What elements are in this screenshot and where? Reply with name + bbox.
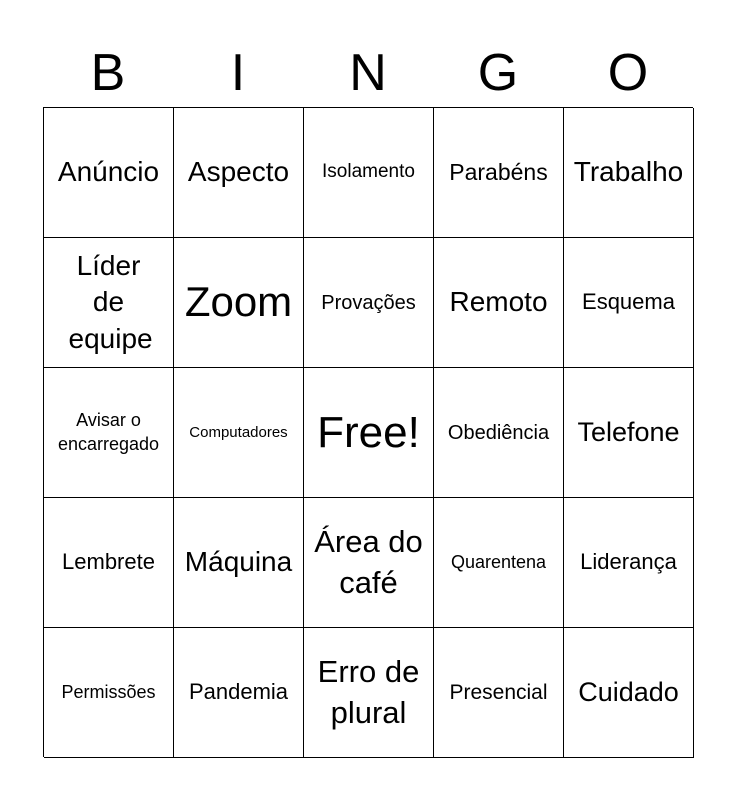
bingo-cell-label: Free! [317, 407, 420, 457]
bingo-cell[interactable] [434, 238, 564, 368]
bingo-cell-label: Telefone [577, 416, 680, 447]
header-letter-g: G [477, 44, 519, 102]
bingo-cell-label: Provações [321, 291, 416, 314]
bingo-cell[interactable] [174, 498, 304, 628]
bingo-cell[interactable] [44, 368, 174, 498]
bingo-cell[interactable] [174, 238, 304, 368]
bingo-cell[interactable] [304, 238, 434, 368]
bingo-cell[interactable] [174, 368, 304, 498]
bingo-cell[interactable] [434, 628, 564, 758]
bingo-cell[interactable] [564, 238, 694, 368]
bingo-cell-label: Zoom [184, 278, 293, 326]
bingo-cell[interactable] [174, 628, 304, 758]
bingo-cell-label: Remoto [449, 286, 548, 318]
bingo-cell[interactable] [44, 628, 174, 758]
bingo-cell[interactable] [174, 108, 304, 238]
header-letter-n: N [349, 44, 387, 102]
bingo-cell-label: Computadores [189, 423, 288, 441]
bingo-cell-label: Permissões [61, 681, 156, 702]
bingo-cell-label: Líder de equipe [68, 249, 153, 354]
bingo-cell[interactable] [304, 498, 434, 628]
bingo-cell[interactable] [44, 238, 174, 368]
bingo-cell-label: Liderança [580, 549, 677, 575]
header-letter-i: I [230, 44, 246, 102]
bingo-cell[interactable] [44, 108, 174, 238]
bingo-cell-label: Isolamento [322, 161, 415, 183]
bingo-cell[interactable] [564, 498, 694, 628]
bingo-cell[interactable] [44, 498, 174, 628]
bingo-cell[interactable] [434, 108, 564, 238]
bingo-board [43, 107, 693, 757]
bingo-cell-label: Parabéns [449, 158, 548, 185]
header-letter-b: B [90, 44, 126, 102]
bingo-cell-label: Máquina [184, 546, 293, 578]
bingo-cell-label: Quarentena [450, 551, 547, 572]
bingo-cell-label: Anúncio [57, 156, 160, 188]
bingo-cell-label: Erro de plural [317, 654, 420, 730]
bingo-header [43, 40, 693, 106]
bingo-cell-label: Pandemia [188, 679, 289, 705]
bingo-cell-label: Obediência [447, 421, 550, 444]
bingo-cell[interactable] [434, 368, 564, 498]
bingo-cell[interactable] [304, 108, 434, 238]
bingo-cell-label: Trabalho [573, 156, 684, 188]
bingo-cell-label: Lembrete [62, 549, 155, 575]
bingo-cell-label: Aspecto [187, 156, 290, 188]
bingo-cell[interactable] [564, 108, 694, 238]
bingo-cell[interactable] [564, 628, 694, 758]
bingo-cell[interactable] [434, 498, 564, 628]
bingo-cell-label: Cuidado [578, 676, 679, 707]
bingo-cell-label: Área do café [314, 524, 423, 600]
bingo-cell[interactable] [304, 368, 434, 498]
header-letter-o: O [607, 44, 649, 102]
bingo-cell-label: Avisar o encarregado [57, 410, 160, 454]
bingo-cell-label: Presencial [449, 680, 548, 704]
bingo-cell-label: Esquema [582, 289, 675, 315]
bingo-cell[interactable] [564, 368, 694, 498]
bingo-cell[interactable] [304, 628, 434, 758]
